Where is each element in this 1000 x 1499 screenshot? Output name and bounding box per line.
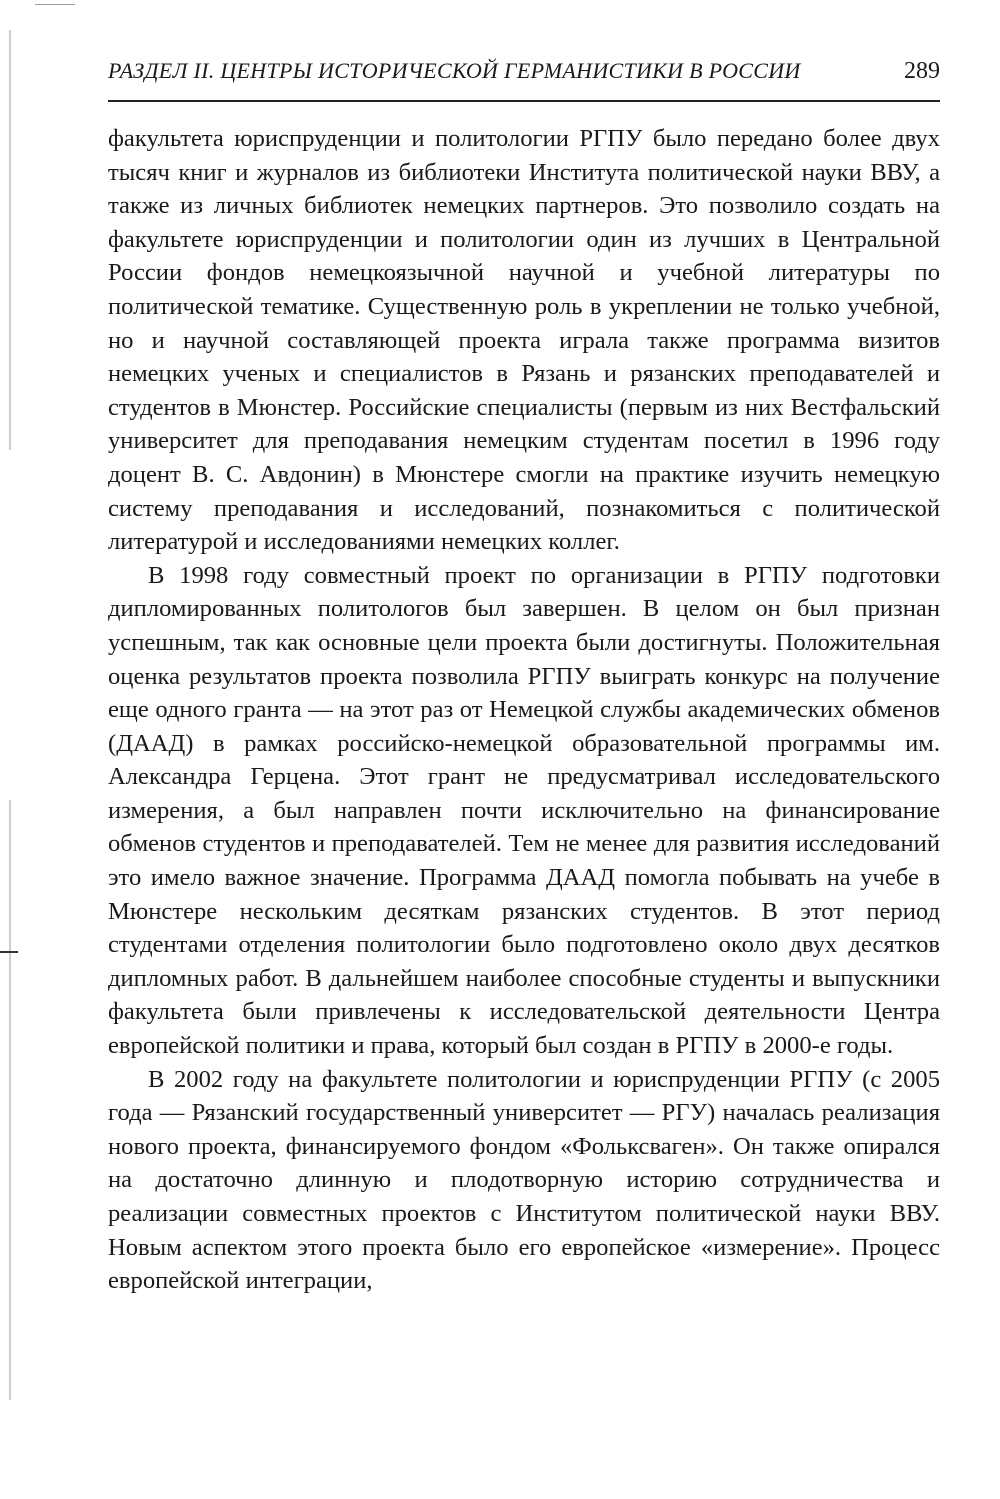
paragraph-3: В 2002 году на факультете политологии и юриспруденции РГПУ (с 2005 года — Рязанский государственный университет — РГУ) началась реализация нового проекта, финансируемого фондом «Фольксваген». Он также опирался на достаточно длинную и плодотворную историю сотрудничества и реализации совместных проектов с Институтом политической науки ВВУ. Новым аспектом этого проекта было его европейское «измерение». Процесс европейской интеграции, bbox=[108, 1065, 940, 1295]
running-title: РАЗДЕЛ II. ЦЕНТРЫ ИСТОРИЧЕСКОЙ ГЕРМАНИСТИКИ В РОССИИ bbox=[108, 58, 801, 83]
page-number: 289 bbox=[904, 58, 940, 84]
paragraph-2: В 1998 году совместный проект по организации в РГПУ подготовки дипломированных политологов был завершен. В целом он был признан успешным, так как основные цели проекта были достигнуты. Положительная оценка результатов проекта позволила РГПУ выиграть конкурс на получение еще одного гранта — на этот раз от Немецкой службы академических обменов (ДААД) в рамках российско-немецкой образовательной программы им. Александра Герцена. Этот грант не предусматривал исследовательского измерения, а был направлен почти исключительно на финансирование обменов студентов и преподавателей. Тем не менее для развития исследований это имело важное значение. Программа ДААД помогла побывать на учебе в Мюнстере нескольким десяткам рязанских студентов. В этот период студентами отделения политологии было подготовлено около двух десятков дипломных работ. В дальнейшем наиболее способные студенты и выпускники факультета были привлечены к исследовательской деятельности Центра европейской политики и права, который был создан в РГПУ в 2000-е годы. bbox=[108, 561, 940, 1060]
scan-corner-mark bbox=[35, 4, 75, 5]
scan-margin-line bbox=[9, 30, 11, 450]
paragraph-1: факультета юриспруденции и политологии РГПУ было передано более двух тысяч книг и журналов из библиотеки Института политической науки ВВУ, а также из личных библиотек немецких партнеров. Это позволило создать на факультете юриспруденции и политологии один из лучших в Центральной России фондов немецкоязычной научной и учебной литературы по политической тематике. Существенную роль в укреплении не только учебной, но и научной составляющей проекта играла также программа визитов немецких ученых и специалистов в Рязань и рязанских преподавателей и студентов в Мюнстер. Российские специалисты (первым из них Вестфальский университет для преподавания немецким студентам посетил в 1996 году доцент В. С. Авдонин) в Мюнстере смогли на практике изучить немецкую систему преподавания и исследований, познакомиться с политической литературой и исследованиями немецких коллег. bbox=[108, 125, 940, 556]
scan-margin-line-lower bbox=[9, 800, 11, 1400]
body-text bbox=[108, 122, 940, 1298]
scan-margin-tick bbox=[0, 951, 18, 953]
book-page bbox=[108, 58, 940, 1298]
running-head bbox=[108, 58, 940, 102]
